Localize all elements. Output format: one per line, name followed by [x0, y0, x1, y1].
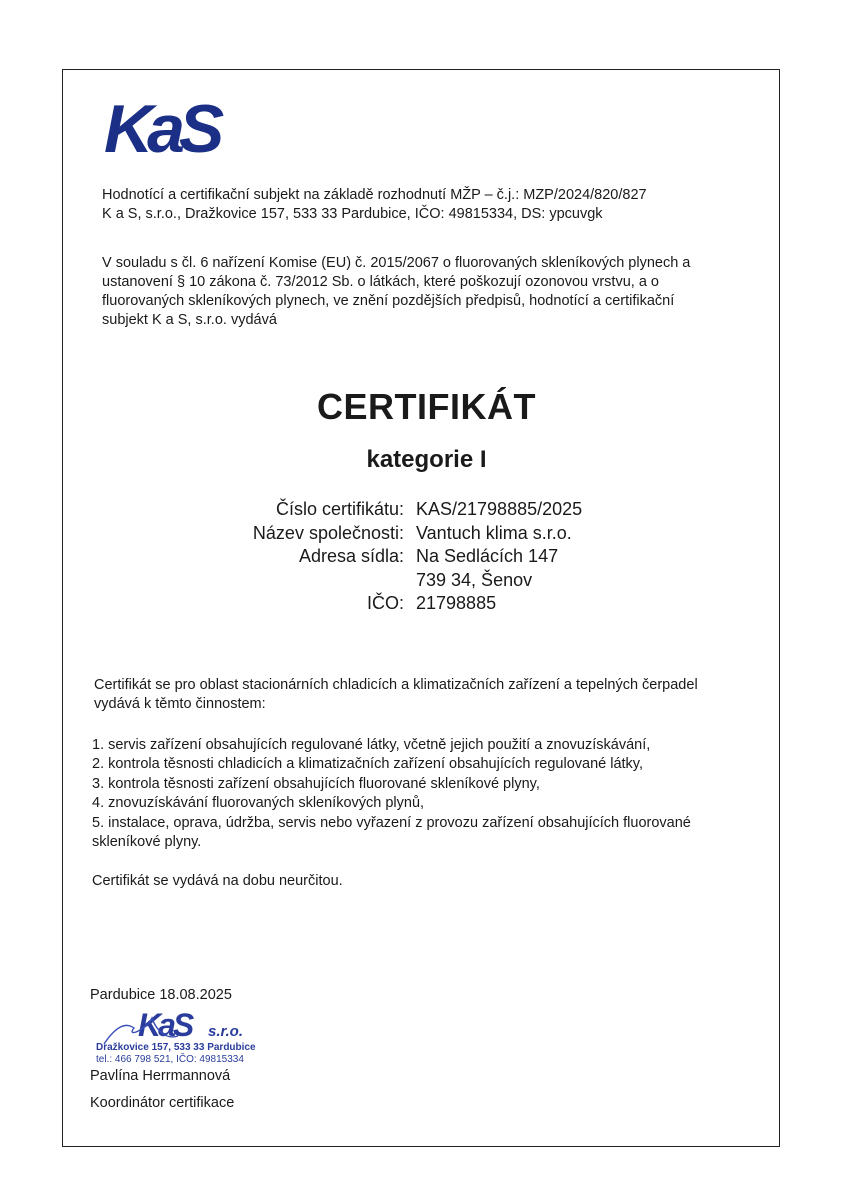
address-line-1: Na Sedlácích 147 — [416, 546, 559, 566]
ico-label: IČO: — [366, 593, 404, 613]
list-item: 5. instalace, oprava, údržba, servis nebo vyřazení z provozu zařízení obsahujících fluorované — [92, 814, 691, 831]
intro-paragraph — [102, 254, 742, 330]
certificate-details — [180, 498, 700, 616]
kas-logo — [102, 94, 262, 160]
stamp-contact: tel.: 466 798 521, IČO: 49815334 — [96, 1054, 244, 1065]
place-date: Pardubice 18.08.2025 — [90, 987, 232, 1003]
scope-paragraph — [94, 676, 774, 714]
stamp-address: Dražkovice 157, 533 33 Pardubice — [96, 1042, 256, 1053]
list-item: 4. znovuzískávání fluorovaných skleníkových plynů, — [92, 795, 425, 812]
list-item: 1. servis zařízení obsahujících regulované látky, včetně jejich použití a znovuzískávání, — [92, 737, 651, 753]
company-value: Vantuch klima s.r.o. — [416, 522, 572, 543]
certificate-title: CERTIFIKÁT — [317, 386, 536, 427]
list-item: 2. kontrola těsnosti chladicích a klimatizačních zařízení obsahujících regulované látky, — [92, 756, 644, 773]
intro-line-4: subjekt K a S, s.r.o. vydává — [102, 312, 277, 328]
address-label: Adresa sídla: — [298, 546, 404, 566]
address-line-2: 739 34, Šenov — [416, 569, 533, 590]
signer-name: Pavlína Herrmannová — [90, 1068, 231, 1084]
intro-line-2: ustanovení § 10 zákona č. 73/2012 Sb. o látkách, které poškozují ozonovou vrstvu, a o — [102, 274, 659, 290]
detail-row-number — [180, 498, 700, 522]
scope-line-2: vydává k těmto činnostem: — [94, 696, 266, 712]
stamp-suffix: s.r.o. — [208, 1023, 244, 1040]
activities-list — [92, 736, 772, 852]
company-label: Název společnosti: — [252, 522, 404, 543]
intro-line-3: fluorovaných skleníkových plynech, ve znění pozdějších předpisů, hodnotící a certifikační — [102, 293, 675, 309]
list-item: 3. kontrola těsnosti zařízení obsahujících fluorované skleníkové plyny, — [92, 775, 540, 792]
signer-role: Koordinátor certifikace — [90, 1095, 235, 1111]
certificate-category: kategorie I — [366, 446, 487, 473]
number-label: Číslo certifikátu: — [275, 499, 404, 519]
ico-value: 21798885 — [416, 593, 497, 613]
issuer-info — [102, 186, 742, 224]
number-value: KAS/21798885/2025 — [416, 499, 583, 519]
validity-statement: Certifikát se vydává na dobu neurčitou. — [92, 873, 343, 889]
scope-line-1: Certifikát se pro oblast stacionárních chladicích a klimatizačních zařízení a tepelných čerpadel — [94, 677, 698, 693]
intro-line-1: V souladu s čl. 6 nařízení Komise (EU) č. 2015/2067 o fluorovaných skleníkových plynech a — [102, 255, 691, 271]
list-item: skleníkové plyny. — [92, 834, 202, 851]
detail-row-ico — [180, 592, 700, 616]
detail-row-address-2 — [180, 569, 700, 593]
issuer-line-2: K a S, s.r.o., Dražkovice 157, 533 33 Pardubice, IČO: 49815334, DS: ypcuvgk — [102, 206, 603, 222]
stamp-logo: KaS — [138, 1007, 192, 1043]
detail-row-company — [180, 522, 700, 546]
issuer-line-1: Hodnotící a certifikační subjekt na základě rozhodnutí MŽP – č.j.: MZP/2024/820/827 — [102, 187, 647, 203]
svg-text:KaS: KaS — [104, 94, 219, 160]
detail-row-address — [180, 545, 700, 569]
